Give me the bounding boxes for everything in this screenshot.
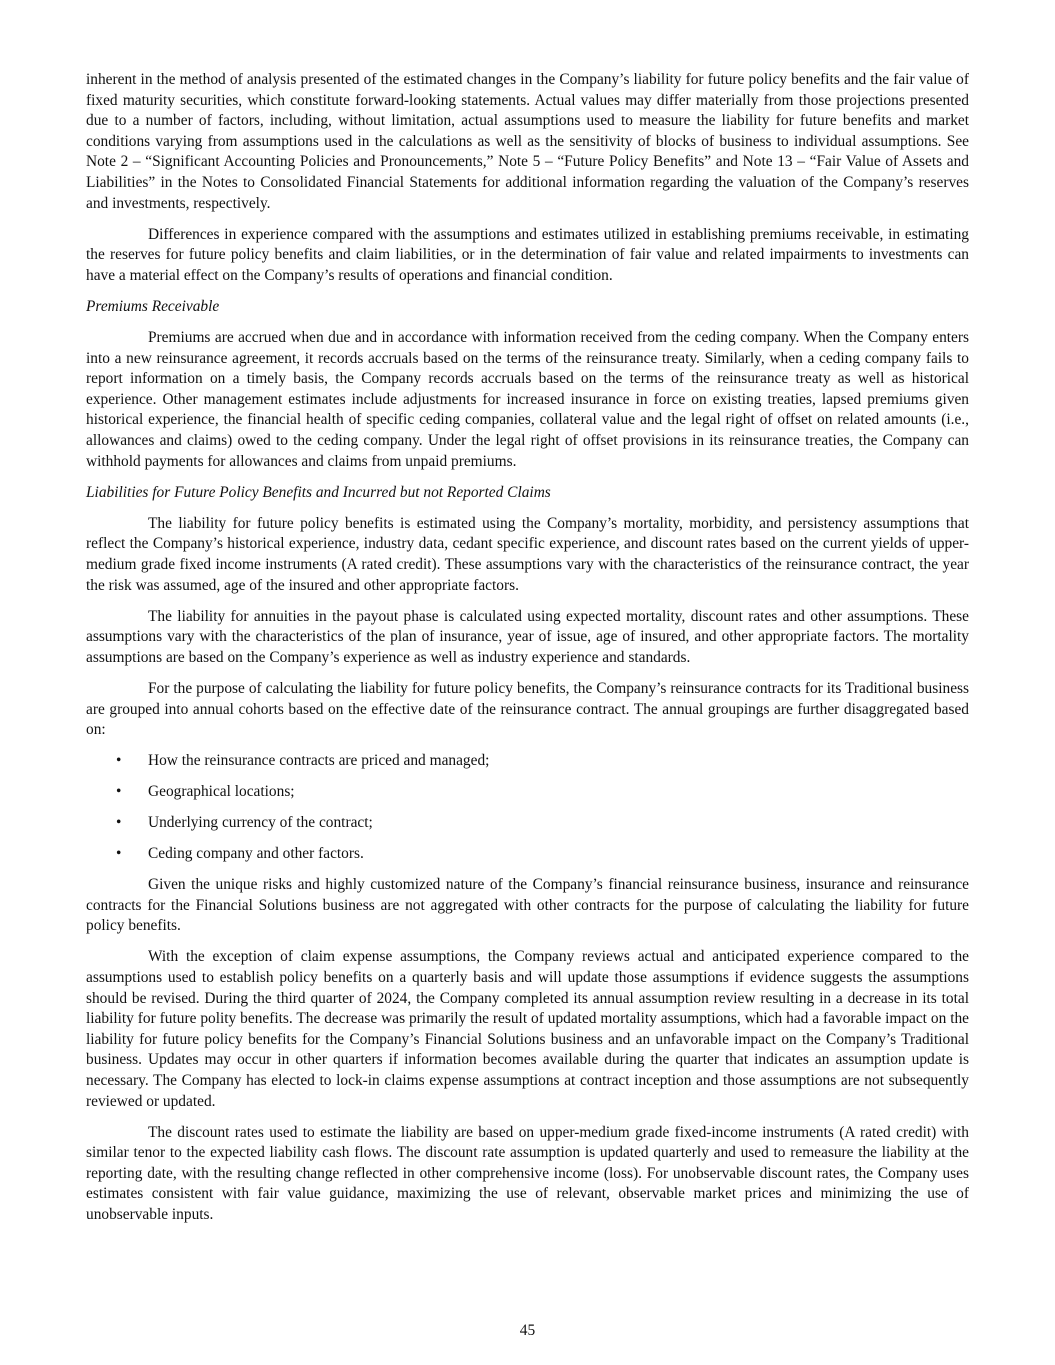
section-heading-liabilities: Liabilities for Future Policy Benefits and Incurred but not Reported Claims — [86, 483, 551, 501]
bullet-item — [86, 813, 969, 834]
paragraph-liability-estimation: The liability for future policy benefits is estimated using the Company’s mortality, morbidity, and persistency assumptions that reflect the Company’s historical experience, industry data, cedant specific experience, and discount rates based on the current yields of upper-medium grade fixed income instruments (A rated credit). These assumptions vary with the characteristics of the reinsurance contract, the year the risk was assumed, age of the insured and other appropriate factors. — [86, 514, 969, 594]
bullet-icon: • — [116, 845, 122, 863]
section-heading-premiums-receivable: Premiums Receivable — [86, 297, 220, 315]
bullet-item — [86, 844, 969, 865]
bullet-icon: • — [116, 752, 122, 770]
paragraph-annuities-payout: The liability for annuities in the payout phase is calculated using expected mortality, discount rates and other assumptions. These assumptions vary with the characteristics of the plan of insurance, year of issue, age of insured, and other appropriate factors. The mortality assumptions are based on the Company’s experience as well as industry experience and standards. — [86, 607, 969, 666]
page-number: 45 — [519, 1322, 536, 1339]
bullet-icon: • — [116, 783, 122, 801]
bullet-item — [86, 782, 969, 803]
bullet-text: Ceding company and other factors. — [148, 845, 364, 863]
paragraph-forward-looking: inherent in the method of analysis presented of the estimated changes in the Company’s liability for future policy benefits and the fair value of fixed maturity securities, which constitute forward-looking statements. Actual values may differ materially from those projections presented due to a number of factors, including, without limitation, actual assumptions used to measure the liability for future benefits and market conditions varying from assumptions used in the calculations as well as the sensitivity of blocks of business to individual assumptions. See Note 2 – “Significant Accounting Policies and Pronouncements,” Note 5 – “Future Policy Benefits” and Note 13 – “Fair Value of Assets and Liabilities” in the Notes to Consolidated Financial Statements for additional information regarding the valuation of the Company’s reserves and investments, respectively. — [86, 71, 969, 212]
bullet-text: Underlying currency of the contract; — [148, 814, 373, 832]
paragraph-assumption-review: With the exception of claim expense assumptions, the Company reviews actual and anticipated experience compared to the assumptions used to establish policy benefits on a quarterly basis and will update those assumptions if evidence suggests the assumptions should be revised. During the third quarter of 2024, the Company completed its annual assumption review resulting in a decrease in its total liability for future polity benefits. The decrease was primarily the result of updated mortality assumptions, which had a favorable impact on the liability for future policy benefits for the Company’s Financial Solutions business and an unfavorable impact on the Company’s Traditional business. Updates may occur in other quarters if information becomes available during the quarter that indicates an assumption update is necessary. The Company has elected to lock-in claims expense assumptions at contract inception and those assumptions are not subsequently reviewed or updated. — [86, 948, 969, 1110]
paragraph-differences-in-experience: Differences in experience compared with the assumptions and estimates utilized in establishing premiums receivable, in estimating the reserves for future policy benefits and claim liabilities, or in the determination of fair value and related impairments to investments can have a material effect on the Company’s results of operations and financial condition. — [86, 225, 969, 284]
paragraph-annual-cohorts: For the purpose of calculating the liability for future policy benefits, the Company’s reinsurance contracts for its Traditional business are grouped into annual cohorts based on the effective date of the reinsurance contract. The annual groupings are further disaggregated based on: — [86, 679, 969, 739]
paragraph-discount-rates: The discount rates used to estimate the liability are based on upper-medium grade fixed-income instruments (A rated credit) with similar tenor to the expected liability cash flows. The discount rate assumption is updated quarterly and used to remeasure the liability at the reporting date, with the resulting change reflected in other comprehensive income (loss). For unobservable discount rates, the Company uses estimates consistent with fair value guidance, maximizing the use of relevant, observable market prices and minimizing the use of unobservable inputs. — [86, 1123, 969, 1224]
paragraph-premiums-accrued: Premiums are accrued when due and in accordance with information received from the ceding company. When the Company enters into a new reinsurance agreement, it records accruals based on the terms of the reinsurance treaty. Similarly, when a ceding company fails to report information on a timely basis, the Company records accruals based on the terms of the reinsurance treaty as well as historical experience. Other management estimates include adjustments for increased insurance in force on existing treaties, lapsed premiums given historical experience, the financial health of specific ceding companies, collateral value and the legal right of offset on related amounts (i.e., allowances and claims) owed to the ceding company. Under the legal right of offset provisions in its reinsurance treaties, the Company can withhold payments for allowances and claims from unpaid premiums. — [86, 329, 969, 470]
bullet-item — [86, 751, 969, 772]
bullet-text: Geographical locations; — [148, 783, 295, 801]
bullet-text: How the reinsurance contracts are priced and managed; — [148, 752, 490, 770]
document-page — [86, 70, 969, 1236]
bullet-icon: • — [116, 814, 122, 832]
disaggregation-bullet-list — [86, 751, 969, 865]
paragraph-financial-solutions: Given the unique risks and highly customized nature of the Company’s financial reinsurance business, insurance and reinsurance contracts for the Financial Solutions business are not aggregated with other contracts for the purpose of calculating the liability for future policy benefits. — [86, 876, 969, 935]
